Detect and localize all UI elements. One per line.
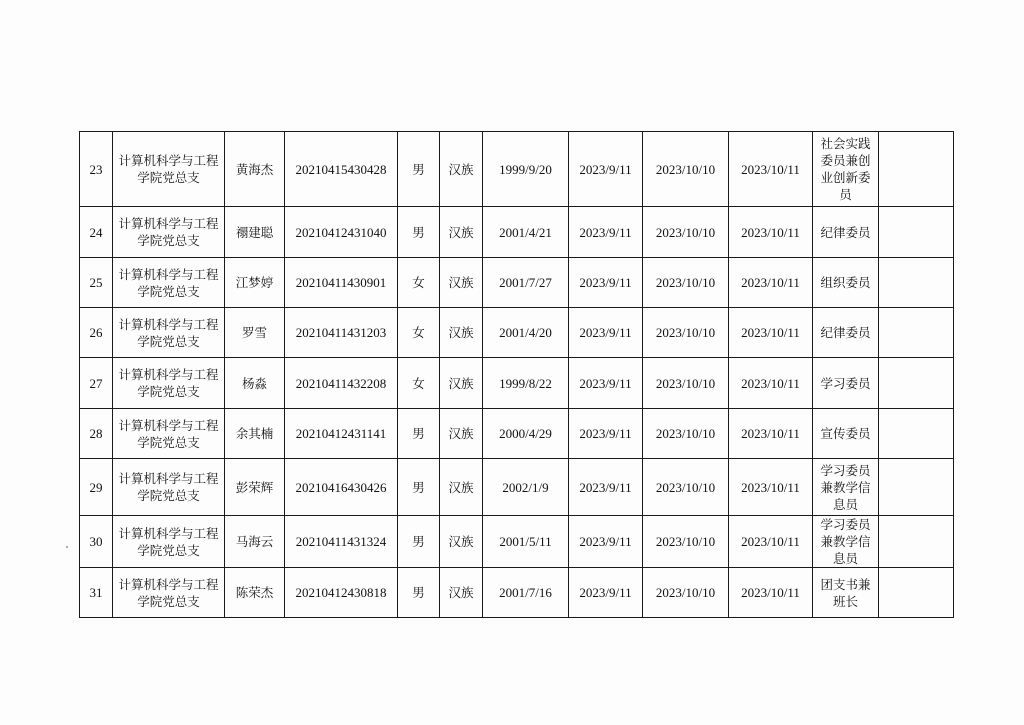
- cell-date-3: [729, 132, 813, 207]
- cell-remark: [879, 459, 954, 516]
- cell-name-text: 马海云: [235, 534, 274, 549]
- cell-organization-text: 计算机科学与工程学院党总支: [118, 576, 219, 609]
- table-row: [80, 409, 954, 459]
- cell-name: [225, 358, 285, 409]
- cell-organization-text: 计算机科学与工程学院党总支: [118, 417, 219, 450]
- cell-birth-date-text: 2001/7/16: [499, 585, 552, 600]
- cell-role-text: 学习委员兼教学信息员: [820, 462, 871, 512]
- table-row: [80, 258, 954, 308]
- cell-number: [80, 207, 113, 258]
- cell-name-text: 杨淼: [241, 375, 267, 391]
- cell-name: [225, 409, 285, 459]
- cell-ethnicity: [440, 308, 483, 358]
- cell-ethnicity: [440, 409, 483, 459]
- cell-organization-text: 计算机科学与工程学院党总支: [118, 216, 219, 248]
- cell-birth-date-text: 1999/8/22: [499, 375, 552, 391]
- cell-date-1-text: 2023/9/11: [579, 479, 632, 495]
- cell-number-text: 26: [89, 325, 103, 340]
- cell-number-text: 28: [89, 426, 103, 441]
- cell-ethnicity: [440, 568, 483, 618]
- cell-gender-text: 女: [412, 375, 425, 391]
- cell-ethnicity-text: 汉族: [448, 585, 474, 600]
- cell-birth-date-text: 2000/4/29: [499, 426, 552, 441]
- cell-remark: [879, 568, 954, 618]
- cell-name: [225, 207, 285, 258]
- cell-date-2: [643, 207, 729, 258]
- cell-name-text: 余其楠: [235, 426, 274, 441]
- cell-number-text: 23: [89, 161, 103, 177]
- cell-student-id: [285, 358, 398, 409]
- cell-role-text: 组织委员: [820, 275, 871, 290]
- cell-remark: [879, 409, 954, 459]
- cell-role-text: 团支书兼班长: [820, 576, 871, 609]
- cell-remark: [879, 207, 954, 258]
- cell-role-text: 社会实践委员兼创业创新委员: [820, 136, 871, 202]
- cell-student-id-text: 20210415430428: [295, 161, 387, 177]
- cell-birth-date-text: 1999/9/20: [499, 161, 552, 177]
- cell-date-3: [729, 568, 813, 618]
- cell-number-text: 31: [89, 585, 103, 600]
- roster-body: [80, 132, 954, 618]
- cell-date-1: [569, 459, 643, 516]
- cell-number-text: 30: [89, 534, 103, 549]
- table-row: [80, 459, 954, 516]
- cell-gender: [398, 207, 440, 258]
- cell-birth-date: [483, 358, 569, 409]
- cell-date-3-text: 2023/10/11: [741, 325, 800, 340]
- cell-name: [225, 459, 285, 516]
- cell-name: [225, 568, 285, 618]
- cell-date-2: [643, 568, 729, 618]
- cell-organization-text: 计算机科学与工程学院党总支: [118, 153, 219, 185]
- cell-date-1-text: 2023/9/11: [579, 325, 632, 340]
- cell-student-id: [285, 568, 398, 618]
- cell-date-3: [729, 308, 813, 358]
- cell-ethnicity-text: 汉族: [448, 479, 474, 495]
- cell-date-1: [569, 516, 643, 568]
- cell-date-2-text: 2023/10/10: [655, 426, 716, 441]
- cell-organization: [113, 516, 225, 568]
- cell-birth-date-text: 2001/4/21: [499, 224, 552, 240]
- cell-number: [80, 409, 113, 459]
- cell-date-2-text: 2023/10/10: [655, 224, 716, 240]
- cell-date-3-text: 2023/10/11: [741, 375, 800, 391]
- cell-birth-date: [483, 568, 569, 618]
- cell-student-id: [285, 132, 398, 207]
- cell-ethnicity-text: 汉族: [448, 426, 474, 441]
- cell-gender-text: 男: [412, 224, 425, 240]
- cell-name-text: 罗雪: [241, 325, 267, 340]
- cell-date-1: [569, 308, 643, 358]
- member-roster-table: [79, 131, 954, 618]
- cell-date-3: [729, 459, 813, 516]
- cell-name-text: 黄海杰: [235, 161, 274, 177]
- cell-birth-date: [483, 409, 569, 459]
- cell-name: [225, 308, 285, 358]
- cell-name-text: 江梦婷: [235, 275, 274, 290]
- cell-gender-text: 男: [412, 161, 425, 177]
- cell-organization: [113, 459, 225, 516]
- cell-date-2-text: 2023/10/10: [655, 479, 716, 495]
- cell-date-3: [729, 358, 813, 409]
- cell-date-1-text: 2023/9/11: [579, 161, 632, 177]
- cell-date-3: [729, 516, 813, 568]
- cell-birth-date: [483, 516, 569, 568]
- cell-name-text: 禤建聪: [235, 224, 274, 240]
- table-row: [80, 358, 954, 409]
- cell-ethnicity: [440, 207, 483, 258]
- cell-date-2-text: 2023/10/10: [655, 585, 716, 600]
- cell-number: [80, 516, 113, 568]
- cell-role: [813, 132, 879, 207]
- cell-organization: [113, 258, 225, 308]
- cell-number-text: 25: [89, 275, 103, 290]
- cell-gender: [398, 568, 440, 618]
- cell-role: [813, 516, 879, 568]
- cell-gender-text: 女: [412, 325, 425, 340]
- cell-ethnicity-text: 汉族: [448, 224, 474, 240]
- cell-birth-date: [483, 258, 569, 308]
- cell-organization: [113, 568, 225, 618]
- cell-role: [813, 459, 879, 516]
- cell-birth-date: [483, 459, 569, 516]
- cell-date-1-text: 2023/9/11: [579, 224, 632, 240]
- cell-organization: [113, 132, 225, 207]
- table-row: [80, 132, 954, 207]
- cell-ethnicity: [440, 258, 483, 308]
- cell-remark: [879, 132, 954, 207]
- cell-organization-text: 计算机科学与工程学院党总支: [118, 525, 219, 558]
- cell-birth-date: [483, 207, 569, 258]
- cell-role-text: 学习委员兼教学信息员: [820, 517, 871, 566]
- cell-number: [80, 568, 113, 618]
- cell-organization-text: 计算机科学与工程学院党总支: [118, 266, 219, 299]
- cell-student-id-text: 20210411431203: [295, 325, 387, 340]
- cell-name-text: 彭荣辉: [235, 479, 274, 495]
- cell-ethnicity: [440, 358, 483, 409]
- cell-number: [80, 358, 113, 409]
- cell-organization-text: 计算机科学与工程学院党总支: [118, 316, 219, 349]
- cell-date-3-text: 2023/10/11: [741, 534, 800, 549]
- cell-date-2: [643, 132, 729, 207]
- cell-role-text: 学习委员: [820, 375, 871, 391]
- cell-date-2-text: 2023/10/10: [655, 534, 716, 549]
- cell-number: [80, 132, 113, 207]
- cell-organization: [113, 409, 225, 459]
- cell-organization: [113, 207, 225, 258]
- cell-date-1: [569, 409, 643, 459]
- cell-name: [225, 132, 285, 207]
- cell-organization-text: 计算机科学与工程学院党总支: [118, 471, 219, 503]
- cell-number-text: 29: [89, 479, 103, 495]
- cell-date-2: [643, 459, 729, 516]
- cell-student-id: [285, 207, 398, 258]
- cell-birth-date-text: 2001/5/11: [499, 534, 552, 549]
- cell-role: [813, 308, 879, 358]
- cell-date-2-text: 2023/10/10: [655, 375, 716, 391]
- table-row: [80, 568, 954, 618]
- cell-student-id-text: 20210411432208: [295, 375, 387, 391]
- cell-date-2: [643, 358, 729, 409]
- cell-gender: [398, 516, 440, 568]
- cell-date-3-text: 2023/10/11: [741, 161, 800, 177]
- cell-date-3: [729, 258, 813, 308]
- cell-birth-date: [483, 132, 569, 207]
- cell-remark: [879, 308, 954, 358]
- cell-gender: [398, 258, 440, 308]
- cell-date-2-text: 2023/10/10: [655, 325, 716, 340]
- cell-date-1: [569, 207, 643, 258]
- cell-date-3-text: 2023/10/11: [741, 585, 800, 600]
- cell-ethnicity: [440, 516, 483, 568]
- cell-date-1: [569, 568, 643, 618]
- cell-gender: [398, 459, 440, 516]
- cell-number: [80, 258, 113, 308]
- cell-student-id: [285, 409, 398, 459]
- cell-name-text: 陈荣杰: [235, 585, 274, 600]
- cell-number-text: 27: [89, 375, 103, 391]
- cell-role: [813, 258, 879, 308]
- cell-date-3: [729, 409, 813, 459]
- cell-gender: [398, 132, 440, 207]
- cell-organization: [113, 308, 225, 358]
- cell-role-text: 纪律委员: [820, 325, 871, 340]
- cell-date-3-text: 2023/10/11: [741, 224, 800, 240]
- cell-student-id: [285, 459, 398, 516]
- scan-speck: [66, 546, 68, 548]
- cell-remark: [879, 258, 954, 308]
- cell-date-1: [569, 132, 643, 207]
- cell-student-id: [285, 308, 398, 358]
- cell-date-2: [643, 258, 729, 308]
- cell-role: [813, 568, 879, 618]
- cell-birth-date-text: 2002/1/9: [502, 479, 549, 495]
- cell-remark: [879, 358, 954, 409]
- cell-ethnicity: [440, 132, 483, 207]
- cell-student-id-text: 20210412431040: [295, 224, 387, 240]
- cell-student-id-text: 20210411430901: [295, 275, 387, 290]
- cell-gender: [398, 308, 440, 358]
- table-row: [80, 516, 954, 568]
- cell-gender-text: 男: [412, 479, 425, 495]
- cell-number: [80, 459, 113, 516]
- cell-date-1-text: 2023/9/11: [579, 585, 632, 600]
- cell-role: [813, 207, 879, 258]
- cell-student-id: [285, 258, 398, 308]
- cell-student-id-text: 20210412430818: [295, 585, 387, 600]
- cell-organization: [113, 358, 225, 409]
- cell-gender: [398, 358, 440, 409]
- cell-birth-date-text: 2001/7/27: [499, 275, 552, 290]
- cell-date-2: [643, 308, 729, 358]
- cell-date-1-text: 2023/9/11: [579, 375, 632, 391]
- cell-birth-date: [483, 308, 569, 358]
- table-row: [80, 308, 954, 358]
- cell-date-2: [643, 516, 729, 568]
- cell-ethnicity-text: 汉族: [448, 325, 474, 340]
- cell-ethnicity-text: 汉族: [448, 161, 474, 177]
- cell-gender-text: 男: [412, 426, 425, 441]
- cell-student-id-text: 20210416430426: [295, 479, 387, 495]
- cell-number-text: 24: [89, 224, 103, 240]
- cell-student-id: [285, 516, 398, 568]
- cell-gender: [398, 409, 440, 459]
- cell-date-1: [569, 258, 643, 308]
- cell-date-1-text: 2023/9/11: [579, 275, 632, 290]
- cell-role-text: 宣传委员: [820, 426, 871, 441]
- cell-date-2-text: 2023/10/10: [655, 161, 716, 177]
- cell-organization-text: 计算机科学与工程学院党总支: [118, 367, 219, 399]
- cell-date-2: [643, 409, 729, 459]
- cell-date-2-text: 2023/10/10: [655, 275, 716, 290]
- cell-date-3-text: 2023/10/11: [741, 426, 800, 441]
- cell-role-text: 纪律委员: [820, 224, 871, 240]
- cell-ethnicity-text: 汉族: [448, 275, 474, 290]
- cell-date-1-text: 2023/9/11: [579, 534, 632, 549]
- cell-date-1-text: 2023/9/11: [579, 426, 632, 441]
- cell-date-1: [569, 358, 643, 409]
- cell-student-id-text: 20210411431324: [295, 534, 387, 549]
- cell-student-id-text: 20210412431141: [295, 426, 387, 441]
- cell-role: [813, 358, 879, 409]
- cell-ethnicity-text: 汉族: [448, 534, 474, 549]
- cell-gender-text: 男: [412, 585, 425, 600]
- table-row: [80, 207, 954, 258]
- cell-name: [225, 258, 285, 308]
- cell-gender-text: 男: [412, 534, 425, 549]
- cell-role: [813, 409, 879, 459]
- cell-remark: [879, 516, 954, 568]
- cell-date-3-text: 2023/10/11: [741, 275, 800, 290]
- cell-date-3-text: 2023/10/11: [741, 479, 800, 495]
- cell-name: [225, 516, 285, 568]
- cell-number: [80, 308, 113, 358]
- cell-ethnicity-text: 汉族: [448, 375, 474, 391]
- cell-ethnicity: [440, 459, 483, 516]
- cell-date-3: [729, 207, 813, 258]
- cell-birth-date-text: 2001/4/20: [499, 325, 552, 340]
- cell-gender-text: 女: [412, 275, 425, 290]
